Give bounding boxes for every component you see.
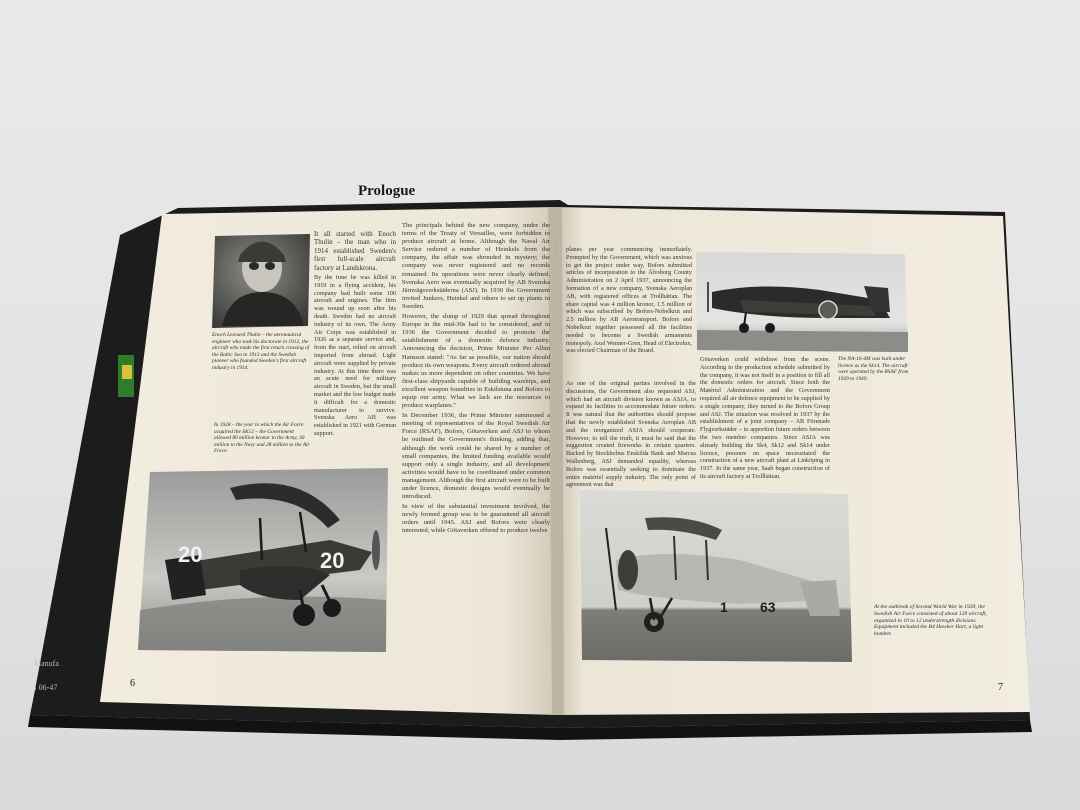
portrait-caption: Enoch Leonard Thulin – the aeronautical engineer who took his doctorate in 1912, the aircraft who made the first return crossing of the Baltic Sea in 1913 and the Swedish pioneer who founded Sweden's first aircraft industry in 1914.: [212, 332, 310, 371]
left-col2-body-b: However, the slump of 1929 that spread throughout Europe in the mid-30s had to be considered, and in 1936 the Government decided to promote the establishment of a domestic defence industry. Announcing the decision, Prime Minister Per Albin Hansson stated: "As far as possible, our nation should produce its own weapons. Every aircraft ordered abroad makes us more dependent on other countries. We have first-class shipyards capable of building warships, and excellent weapon foundries in Eskilstuna and Bofors to equip our army. What we lack are the resources to produce warplanes.": [402, 313, 550, 410]
right-col2-top: Götaverken could withdraw from the scene. According to the production schedule submitted by the company, it was not itself in a position to fill all the domestic orders for aircraft. Since both the Matériel Administration and the Government required all air defence equipment to be supplied by a single company, they turned to the Bofors Group and ASJ. The situation was resolved in 1937 by the establishment of a joint company – AB Förenade Flygverkstäder – to apportion future orders between the two member companies. Since ASJA was already building the Sk4, Sk12 and Sk14 under licence, pressure on space necessitated the construction of a new aircraft plant at Linköping in 1937. In the same year, Saab began construction of its aircraft factory at Trollhättan.: [700, 356, 830, 480]
left-col2-body: The principals behind the new company, under the terms of the Treaty of Versailles, were forbidden to produce aircraft at home. Although the Naval Air Service ordered a number of Heinkels from the company, the affair was shrouded in mystery; the company was never registered and no records remained. Its operations were never clearly defined. Svenska Aero was eventually acquired by AB Svenska Järnvägsverkstäderna (ASJ). In 1930 the Government invited Junkers, Heinkel and others to set up plants in Sweden.: [402, 222, 550, 310]
page-number-left: 6: [130, 678, 135, 689]
right-col1-top: planes per year commencing immediately. Prompted by the Government, which was anxious to get the project under way, Bofors submitted articles of incorporation to the Älvsborg County Administration on 2 April 1937, announcing the formation of a new company, Svenska Aeroplan AB, with registered offices at Trollhättan. The share capital was 4 million kronor, 1.5 million of which was subscribed by Bofors-Nobelkrut and 2.5 million by AB Aerotransport. Bofors and Nobelkrut together possessed all the facilities needed to become a Swedish armaments monopoly. Axel Wenner-Gren, Head of Electrolux, was elected Chairman of the Board.: [566, 246, 692, 355]
left-text-column-2: [402, 222, 550, 692]
spine-text-line-2: I 06-47: [34, 683, 58, 692]
chapter-title: Prologue: [358, 183, 416, 199]
right-text-column-1-top: [566, 246, 692, 378]
right-col1-bottom: As one of the original parties involved in the discussions, the Government also requested ASJ, which had an aircraft division known as ASJA, to expand its facilities to accommodate future orders. It was natural that the authorities should propose that the newly established Svenska Aeroplan AB and the reorganized ASJA should cooperate. However, to tell the truth, it must be said that the suggestion created fireworks in certain quarters. Backed by Stockholms Enskilda Bank and Marcus Wallenberg, ASJ demanded equality, whereas Bofors was essentially seeking to dominate the entire matériel supply industry. The only point of agreement was that: [566, 380, 696, 489]
biplane-caption: In 1928 – the year in which the Air Force acquired the SK12 – the Government allowed 80 million kronor to the Army, 30 million to the Navy and 28 million to the Air Force.: [214, 422, 310, 455]
left-text-column-1: [314, 230, 396, 458]
left-col1-body: By the time he was killed in 1919 in a flying accident, his company had built some 100 aircraft and engines. The firm was wound up soon after his death. Sweden had no aircraft industry of its own. The Army Air Corps was established in 1926 as a separate service and, from the start, relied on aircraft imported from abroad. Light aircraft were supplied by private industry. At this time there was an acute need for military aircraft in Sweden, but the small market and the low budget made it difficult for a domestic manufacturer to survive. Svenska Aero AB was established in 1921 with German support.: [314, 274, 396, 437]
left-col2-body-c: In December 1936, the Prime Minister summoned a meeting of representatives of the Royal Swedish Air Force (RSAF), Bofors, Götaverken and ASJ to whom he outlined the Government's thinking, adding that, although the work could be shared by a number of small companies, the limited funding available would support only a single industry, and all development activities would have to be coordinated under common management. Although the first aircraft were to be built under licence, domestic designs would eventually be introduced.: [402, 412, 550, 501]
biplane-fuselage-number: 20: [320, 548, 345, 573]
na16-caption: The NA-16-4M was built under licence as the Sk14. The aircraft were operated by the RSAF from 1939 to 1949.: [838, 356, 909, 382]
na16-photo: [696, 252, 908, 352]
cover-yellow-band: [122, 365, 132, 379]
biplane-tail-number: 20: [178, 542, 203, 567]
biplane-photo: [138, 468, 388, 652]
spine-text-line-1: Manufa: [34, 659, 59, 668]
left-col1-lead: It all started with Enoch Thulin – the man who in 1914 established Sweden's first full-scale aircraft factory at Landskrona.: [314, 230, 396, 272]
portrait-photo: [212, 234, 310, 328]
left-col2-body-d: In view of the substantial investment involved, the newly formed group was to be guaranteed all aircraft orders until 1945. ASJ and Bofors were clearly interested, while Götaverken offered to produce twelve: [402, 503, 550, 535]
page-number-right: 7: [998, 682, 1003, 693]
hawker-photo: [580, 490, 852, 662]
hawker-code-b: 63: [760, 599, 776, 615]
hawker-code-a: 1: [720, 599, 728, 615]
right-text-column-1-bottom: [566, 380, 696, 496]
hawker-caption: At the outbreak of Second World War in 1939, the Swedish Air Force consisted of about 120 aircraft, organized in 10 to 12 understrength divisions. Equipment included the B4 Hawker Hart, a light bomber.: [874, 604, 987, 638]
